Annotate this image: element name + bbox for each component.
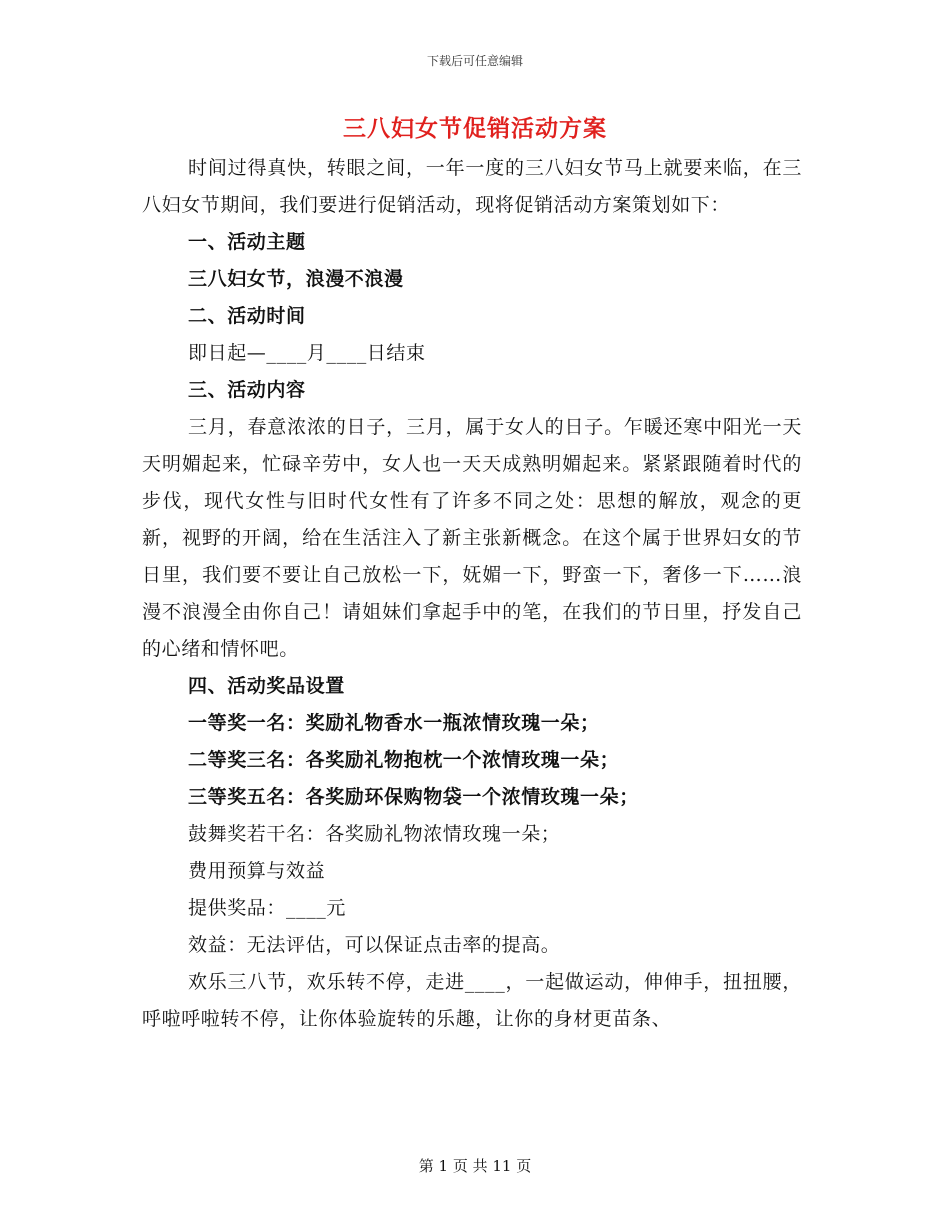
intro-paragraph: 时间过得真快，转眼之间，一年一度的三八妇女节马上就要来临，在三八妇女节期间，我们要进行促销活动，现将促销活动方案策划如下： <box>142 157 802 216</box>
prize-second: 二等奖三名：各奖励礼物抱枕一个浓情玫瑰一朵； <box>188 749 620 771</box>
closing-paragraph: 欢乐三八节，欢乐转不停，走进____，一起做运动，伸伸手，扭扭腰，呼啦呼啦转不停，让你体验旋转的乐趣，让你的身材更苗条、 <box>142 971 802 1030</box>
prize-third: 三等奖五名：各奖励环保购物袋一个浓情玫瑰一朵； <box>188 786 639 808</box>
prize-first: 一等奖一名：奖励礼物香水一瓶浓情玫瑰一朵； <box>188 712 600 734</box>
time-text: 即日起—____月____日结束 <box>188 342 426 364</box>
budget-heading: 费用预算与效益 <box>188 860 326 882</box>
section-heading-content: 三、活动内容 <box>188 379 306 401</box>
budget-prizes: 提供奖品：____元 <box>188 897 347 919</box>
section-heading-time: 二、活动时间 <box>188 305 306 327</box>
page-number: 第 1 页 共 11 页 <box>418 1157 532 1175</box>
content-paragraph: 三月，春意浓浓的日子，三月，属于女人的日子。乍暖还寒中阳光一天天明媚起来，忙碌辛劳中，女人也一天天成熟明媚起来。紧紧跟随着时代的步伐，现代女性与旧时代女性有了许多不同之处：思想的解放，观念的更新，视野的开阔，给在生活注入了新主张新概念。在这个属于世界妇女的节日里，我们要不要让自己放松一下，妩媚一下，野蛮一下，奢侈一下……浪漫不浪漫全由你自己！请姐妹们拿起手中的笔，在我们的节日里，抒发自己的心绪和情怀吧。 <box>142 416 802 660</box>
budget-benefit: 效益：无法评估，可以保证点击率的提高。 <box>188 934 561 956</box>
theme-text: 三八妇女节，浪漫不浪漫 <box>188 268 404 290</box>
document-title: 三八妇女节促销活动方案 <box>343 115 607 142</box>
prize-encouragement: 鼓舞奖若干名：各奖励礼物浓情玫瑰一朵； <box>188 823 561 845</box>
section-heading-theme: 一、活动主题 <box>188 231 306 253</box>
header-note: 下载后可任意编辑 <box>426 54 523 68</box>
document-body <box>142 150 802 1038</box>
section-heading-prizes: 四、活动奖品设置 <box>188 675 345 697</box>
